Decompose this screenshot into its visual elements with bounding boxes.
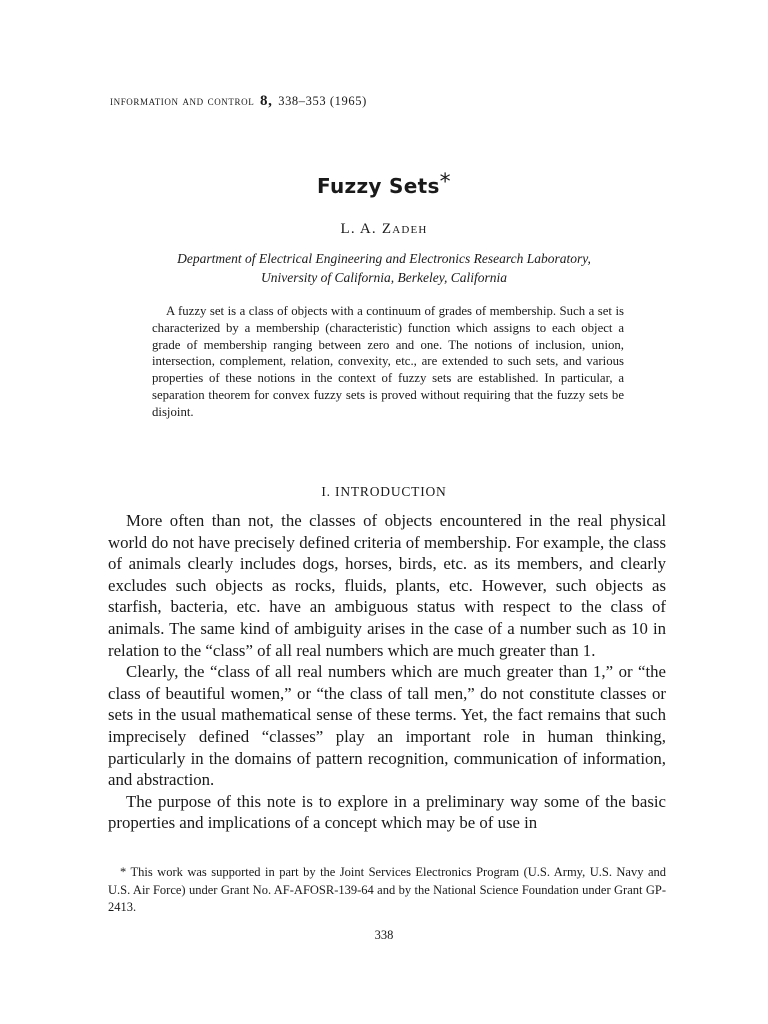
paper-title-text: Fuzzy Sets [317, 174, 440, 198]
body-paragraph-3: The purpose of this note is to explore in a preliminary way some of the basic properties and implications of a concept which may be of use in [108, 791, 666, 833]
footnote [108, 864, 666, 917]
journal-name: information and control [110, 93, 255, 108]
body-text [108, 510, 666, 834]
journal-volume: 8, [260, 93, 273, 109]
author-initials: L. A. [340, 221, 377, 237]
affiliation-line-2: University of California, Berkeley, California [261, 270, 507, 285]
author-line [0, 221, 768, 238]
paper-title [0, 170, 768, 198]
body-paragraph-2: Clearly, the “class of all real numbers which are much greater than 1,” or “the class of beautiful women,” or “the class of tall men,” do not constitute classes or sets in the usual mathematical sense of these terms. Yet, the fact remains that such imprecisely defined “classes” play an important role in human thinking, particularly in the domains of pattern recognition, communication of information, and abstraction. [108, 662, 666, 790]
footnote-text: * This work was supported in part by the Joint Services Electronics Program (U.S. Army, U.S. Navy and U.S. Air Force) under Grant No. AF-AFOSR-139-64 and by the National Science Foundation under Grant GP-2413. [108, 865, 666, 915]
journal-pages-year: 338–353 (1965) [278, 94, 367, 108]
affiliation-line-1: Department of Electrical Engineering and Electronics Research Laboratory, [177, 251, 591, 266]
page-number: 338 [374, 928, 394, 942]
section-heading: I. INTRODUCTION [321, 484, 447, 499]
author-surname: Zadeh [381, 221, 428, 237]
journal-header [110, 93, 367, 110]
abstract: A fuzzy set is a class of objects with a continuum of grades of membership. Such a set is characterized by a membership (characteristic) function which assigns to each object a grade of membership ranging between zero and one. The notions of inclusion, union, intersection, complement, relation, convexity, etc., are extended to such sets, and various properties of these notions in the context of fuzzy sets are established. In particular, a separation theorem for convex fuzzy sets is proved without requiring that the fuzzy sets be disjoint. [152, 304, 624, 419]
body-paragraph-1: More often than not, the classes of objects encountered in the real physical world do not have precisely defined criteria of membership. For example, the class of animals clearly includes dogs, horses, birds, etc. as its members, and clearly excludes such objects as rocks, fluids, plants, etc. However, such objects as starfish, bacteria, etc. have an ambiguous status with respect to the class of animals. The same kind of ambiguity arises in the case of a number such as 10 in relation to the “class” of all real numbers which are much greater than 1. [108, 511, 666, 660]
title-footnote-marker: * [439, 170, 451, 195]
affiliation [110, 249, 658, 287]
